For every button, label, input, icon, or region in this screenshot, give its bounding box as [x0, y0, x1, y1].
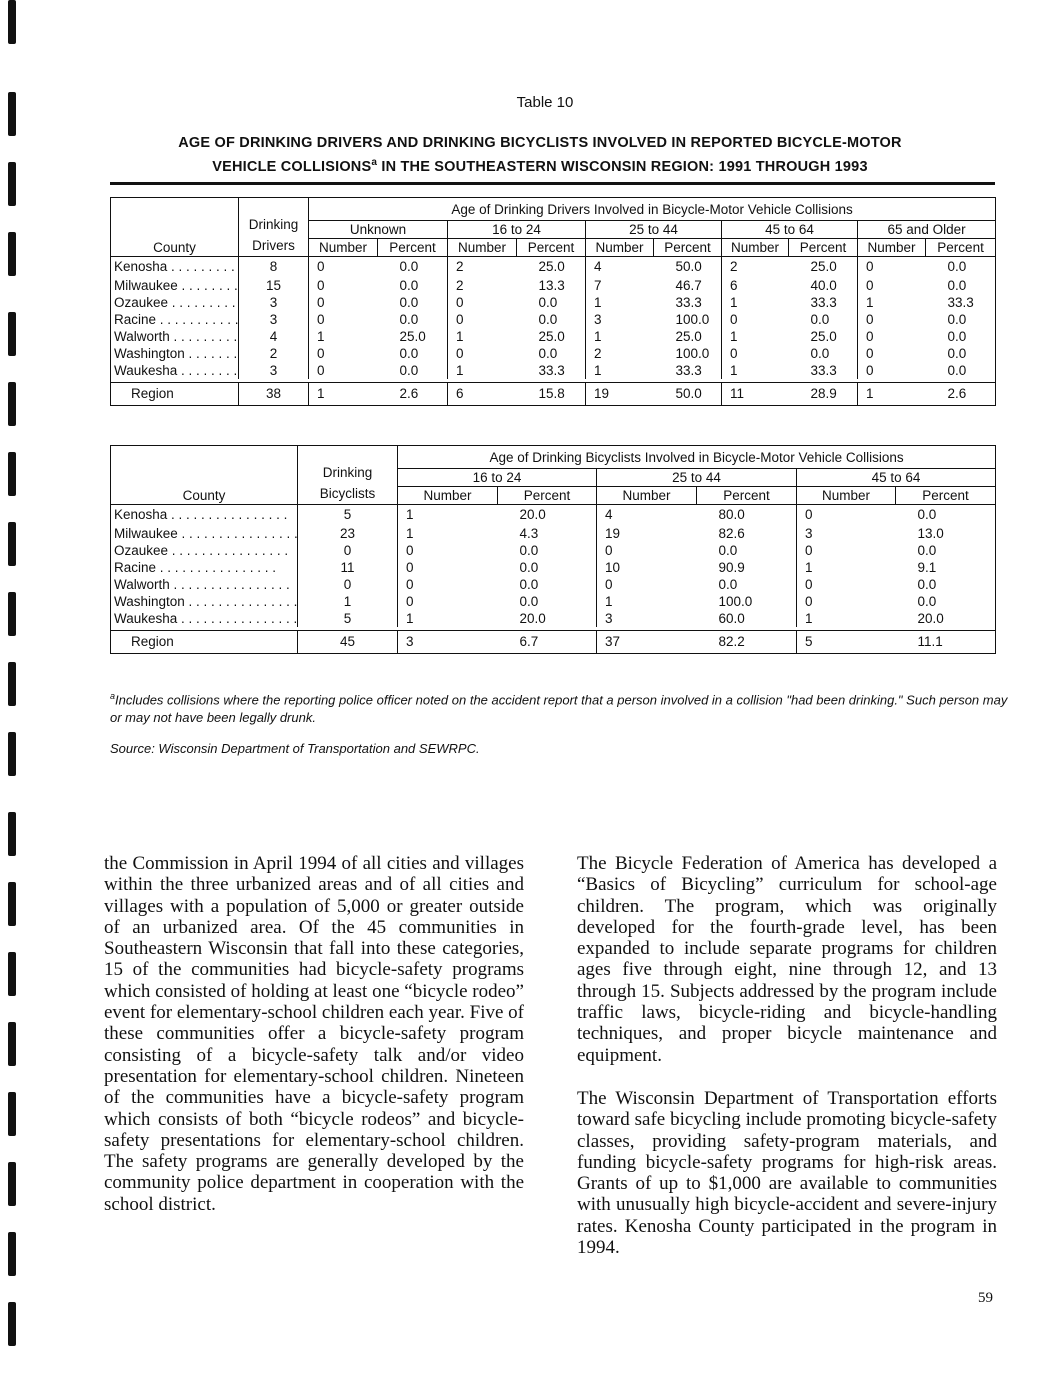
number-cell: 2 — [448, 277, 517, 294]
binding-hole — [8, 382, 16, 426]
age-group-header: 16 to 24 — [448, 221, 586, 239]
county-name: Washington . . . — [114, 346, 239, 361]
left-column — [104, 853, 524, 1237]
region-number-cell: 37 — [597, 630, 697, 653]
footnote — [110, 687, 1010, 727]
number-cell: 1 — [398, 610, 498, 627]
percent-cell: 0.0 — [399, 345, 419, 361]
county-name: Kenosha . . . — [114, 259, 239, 274]
number-cell: 1 — [398, 505, 498, 525]
percent-cell: 33.3 — [538, 362, 565, 378]
total-cell: 5 — [298, 610, 398, 627]
number-cell: 0 — [797, 593, 896, 610]
binding-hole — [8, 952, 16, 996]
percent-cell: 25.0 — [538, 328, 565, 344]
total-cell: 3 — [239, 294, 309, 311]
number-cell: 0 — [858, 345, 926, 362]
county-cell — [111, 576, 298, 593]
county-cell — [111, 345, 239, 362]
number-cell: 1 — [398, 525, 498, 542]
number-header: Number — [858, 239, 926, 257]
title-line-2 — [140, 153, 940, 177]
percent-cell: 25.0 — [538, 259, 565, 275]
county-name: Ozaukee . . . — [114, 543, 288, 558]
right-paragraph-2: The Wisconsin Department of Transportation efforts toward safe bicycling include promoting bicycle-safety classes, providing safety-program materials, and funding bicycle-safety programs for high-risk areas. Grants of up to $1,000 are available to communities with unusually high bicycle-accident and severe-injury rates. Kenosha County participated in the program in 1994. — [577, 1087, 997, 1259]
binding-hole — [8, 452, 16, 496]
county-name: Racine . . . — [114, 560, 276, 575]
percent-header: Percent — [654, 239, 722, 257]
binding-hole — [8, 232, 16, 276]
county-cell — [111, 311, 239, 328]
region-row — [111, 382, 996, 405]
table-row — [111, 345, 996, 362]
table-row — [111, 294, 996, 311]
age-group-header: 25 to 44 — [586, 221, 722, 239]
county-cell — [111, 257, 239, 277]
total-cell: 11 — [298, 559, 398, 576]
age-group-header: Unknown — [309, 221, 448, 239]
binding-hole — [8, 592, 16, 636]
number-cell: 1 — [448, 362, 517, 379]
number-cell: 2 — [448, 257, 517, 277]
number-header: Number — [448, 239, 517, 257]
county-name: Ozaukee . . . — [114, 295, 239, 310]
percent-cell: 4.3 — [519, 525, 539, 541]
region-number-cell: 19 — [586, 382, 654, 405]
table-row — [111, 593, 996, 610]
number-cell: 1 — [797, 610, 896, 627]
percent-cell: 100.0 — [718, 593, 753, 609]
number-header: Number — [309, 239, 378, 257]
percent-cell: 33.3 — [810, 294, 837, 310]
percent-cell: 0.0 — [538, 294, 558, 310]
percent-cell: 0.0 — [399, 259, 419, 275]
percent-cell: 0.0 — [399, 277, 419, 293]
county-name: Walworth . . . — [114, 577, 290, 592]
percent-cell: 0.0 — [947, 259, 967, 275]
county-header: County — [111, 198, 239, 257]
region-percent-cell: 6.7 — [498, 630, 597, 653]
region-percent-cell: 82.2 — [697, 630, 797, 653]
number-cell: 0 — [722, 345, 789, 362]
table-row — [111, 328, 996, 345]
percent-cell: 33.3 — [810, 362, 837, 378]
county-name: Milwaukee . . . — [114, 278, 239, 293]
title-rule — [110, 182, 995, 185]
percent-cell: 25.0 — [810, 328, 837, 344]
drivers-age-group-header: Age of Drinking Drivers Involved in Bicycle-Motor Vehicle Collisions — [309, 198, 996, 221]
table-row — [111, 362, 996, 379]
table-label: Table 10 — [516, 94, 574, 111]
county-name: Walworth . . . — [114, 329, 239, 344]
percent-cell: 40.0 — [810, 277, 837, 293]
county-cell — [111, 505, 298, 525]
binding-hole — [8, 882, 16, 926]
percent-header: Percent — [498, 487, 597, 505]
title-line-1: AGE OF DRINKING DRIVERS AND DRINKING BICYCLISTS INVOLVED IN REPORTED BICYCLE-MOTOR — [178, 135, 902, 151]
number-header: Number — [722, 239, 789, 257]
number-cell: 0 — [398, 559, 498, 576]
bicyclists-age-group-header: Age of Drinking Bicyclists Involved in Bicycle-Motor Vehicle Collisions — [398, 446, 996, 469]
county-cell — [111, 362, 239, 379]
number-header: Number — [797, 487, 896, 505]
county-cell — [111, 593, 298, 610]
percent-cell: 0.0 — [947, 362, 967, 378]
county-cell — [111, 328, 239, 345]
age-group-header: 45 to 64 — [797, 469, 996, 487]
percent-cell: 100.0 — [675, 345, 710, 361]
region-total: 38 — [239, 382, 309, 405]
percent-cell: 80.0 — [718, 507, 745, 523]
percent-cell: 0.0 — [947, 277, 967, 293]
county-cell — [111, 277, 239, 294]
number-cell: 4 — [597, 505, 697, 525]
table-row — [111, 542, 996, 559]
percent-cell: 0.0 — [917, 507, 937, 523]
percent-cell: 0.0 — [947, 311, 967, 327]
number-cell: 6 — [722, 277, 789, 294]
region-number-cell: 11 — [722, 382, 789, 405]
binding-hole — [8, 162, 16, 206]
total-cell: 5 — [298, 505, 398, 525]
number-cell: 0 — [398, 593, 498, 610]
county-name: Waukesha . . . — [114, 363, 239, 378]
percent-cell: 33.3 — [675, 362, 702, 378]
percent-cell: 0.0 — [947, 345, 967, 361]
number-cell: 1 — [597, 593, 697, 610]
number-cell: 0 — [858, 328, 926, 345]
region-row — [111, 630, 996, 653]
region-percent-cell: 15.8 — [517, 382, 586, 405]
title-line-2-end: IN THE SOUTHEASTERN WISCONSIN REGION: 1991 THROUGH 1993 — [377, 158, 868, 175]
number-cell: 2 — [586, 345, 654, 362]
region-percent-cell: 2.6 — [378, 382, 448, 405]
percent-cell: 0.0 — [519, 576, 539, 592]
region-percent-cell: 28.9 — [789, 382, 858, 405]
region-number-cell: 5 — [797, 630, 896, 653]
right-column — [577, 853, 997, 1280]
region-number-cell: 1 — [309, 382, 378, 405]
region-total: 45 — [298, 630, 398, 653]
number-cell: 7 — [586, 277, 654, 294]
total-cell: 15 — [239, 277, 309, 294]
binding-hole — [8, 1302, 16, 1346]
percent-cell: 0.0 — [947, 328, 967, 344]
number-cell: 1 — [722, 362, 789, 379]
number-cell: 0 — [398, 542, 498, 559]
total-cell: 1 — [298, 593, 398, 610]
page-number: 59 — [978, 1290, 993, 1306]
number-cell: 0 — [858, 257, 926, 277]
total-cell: 0 — [298, 576, 398, 593]
table-title — [140, 134, 940, 177]
county-cell — [111, 542, 298, 559]
percent-cell: 0.0 — [399, 311, 419, 327]
number-cell: 3 — [597, 610, 697, 627]
drinking-drivers-header-line-2: Drivers — [252, 238, 295, 253]
right-paragraph-1: The Bicycle Federation of America has developed a “Basics of Bicycling” curriculum for school-age children. The program, which was originally developed for the fourth-grade level, has been expanded to include separate programs for children ages five through eight, nine through 12, and 13 through 15. Subjects addressed by the program include traffic laws, bicycle-riding and bicycle-handling techniques, and proper bicycle maintenance and equipment. — [577, 853, 997, 1066]
number-cell: 19 — [597, 525, 697, 542]
county-name: Racine . . . — [114, 312, 239, 327]
number-cell: 1 — [309, 328, 378, 345]
number-cell: 1 — [722, 294, 789, 311]
table-row — [111, 610, 996, 627]
drinking-drivers-header-line-1: Drinking — [248, 217, 299, 232]
number-cell: 2 — [722, 257, 789, 277]
number-cell: 0 — [309, 362, 378, 379]
age-group-header: 25 to 44 — [597, 469, 797, 487]
number-cell: 1 — [722, 328, 789, 345]
percent-cell: 13.3 — [538, 277, 565, 293]
number-cell: 1 — [858, 294, 926, 311]
percent-cell: 60.0 — [718, 610, 745, 626]
percent-cell: 25.0 — [810, 259, 837, 275]
drinking-bicyclists-header — [298, 446, 398, 505]
percent-cell: 20.0 — [917, 610, 944, 626]
percent-cell: 0.0 — [917, 576, 937, 592]
title-footnote-marker: a — [371, 157, 378, 168]
region-percent-cell: 11.1 — [896, 630, 996, 653]
number-cell: 1 — [797, 559, 896, 576]
percent-cell: 13.0 — [917, 525, 944, 541]
left-paragraph: the Commission in April 1994 of all cities and villages within the three urbanized areas and of all cities and villages with a population of 5,000 or greater outside of an urbanized area. Of the 45 communities in Southeastern Wisconsin that fall into these categories, 15 of the communities had bicycle-safety programs which consisted of holding at least one “bicycle rodeo” event for elementary-school children each year. Five of these communities offer a bicycle-safety program consisting of a bicycle-safety talk and/or video presentation for elementary-school children. Nineteen of the communities have a bicycle-safety program which consists of both “bicycle rodeos” and bicycle-safety presentations for elementary-school children. The safety programs are generally developed by the community police department in cooperation with the school district. — [104, 853, 524, 1215]
number-cell: 0 — [309, 277, 378, 294]
binding-hole — [8, 732, 16, 776]
percent-cell: 90.9 — [718, 559, 745, 575]
table-row — [111, 525, 996, 542]
number-cell: 0 — [858, 362, 926, 379]
region-label: Region — [111, 382, 239, 405]
age-group-header: 45 to 64 — [722, 221, 858, 239]
percent-header: Percent — [896, 487, 996, 505]
total-cell: 0 — [298, 542, 398, 559]
percent-header: Percent — [378, 239, 448, 257]
percent-header: Percent — [926, 239, 996, 257]
county-name: Kenosha . . . — [114, 507, 287, 522]
percent-cell: 0.0 — [538, 311, 558, 327]
percent-cell: 0.0 — [519, 542, 539, 558]
drinking-drivers-header — [239, 198, 309, 257]
number-cell: 0 — [858, 277, 926, 294]
percent-cell: 46.7 — [675, 277, 702, 293]
county-cell — [111, 610, 298, 627]
percent-cell: 100.0 — [675, 311, 710, 327]
percent-cell: 0.0 — [810, 311, 830, 327]
footnote-text: Includes collisions where the reporting police officer noted on the accident report that a person involved in a collision "had been drinking." Such person may or may not have been legally drunk. — [110, 692, 1008, 726]
county-cell — [111, 294, 239, 311]
drinking-bicyclists-table — [110, 445, 996, 654]
table-row — [111, 505, 996, 525]
total-cell: 23 — [298, 525, 398, 542]
county-name: Milwaukee . . . — [114, 526, 298, 541]
number-cell: 1 — [586, 328, 654, 345]
number-cell: 0 — [797, 542, 896, 559]
number-cell: 1 — [586, 362, 654, 379]
binding-hole — [8, 1092, 16, 1136]
number-header: Number — [597, 487, 697, 505]
region-number-cell: 6 — [448, 382, 517, 405]
number-cell: 0 — [597, 542, 697, 559]
table-row — [111, 576, 996, 593]
county-cell — [111, 525, 298, 542]
binding-hole — [8, 0, 16, 44]
percent-cell: 33.3 — [947, 294, 974, 310]
number-cell: 3 — [586, 311, 654, 328]
region-percent-cell: 2.6 — [926, 382, 996, 405]
county-cell — [111, 559, 298, 576]
region-percent-cell: 50.0 — [654, 382, 722, 405]
binding-hole — [8, 522, 16, 566]
table-row — [111, 311, 996, 328]
table-row — [111, 559, 996, 576]
percent-cell: 9.1 — [917, 559, 937, 575]
percent-cell: 50.0 — [675, 259, 702, 275]
table-row — [111, 257, 996, 277]
binding-holes — [0, 0, 22, 1380]
percent-cell: 20.0 — [519, 610, 546, 626]
table-row — [111, 277, 996, 294]
binding-hole — [8, 812, 16, 856]
percent-header: Percent — [789, 239, 858, 257]
number-cell: 0 — [448, 345, 517, 362]
drinking-bicyclists-header-line-1: Drinking — [322, 465, 373, 480]
total-cell: 2 — [239, 345, 309, 362]
county-header: County — [111, 446, 298, 505]
age-group-header: 65 and Older — [858, 221, 996, 239]
number-cell: 10 — [597, 559, 697, 576]
number-cell: 3 — [797, 525, 896, 542]
number-cell: 0 — [309, 345, 378, 362]
binding-hole — [8, 1162, 16, 1206]
percent-cell: 0.0 — [718, 576, 738, 592]
title-line-2-start: VEHICLE COLLISIONS — [212, 158, 372, 175]
number-cell: 0 — [448, 294, 517, 311]
percent-cell: 0.0 — [917, 542, 937, 558]
number-header: Number — [398, 487, 498, 505]
number-cell: 0 — [858, 311, 926, 328]
percent-cell: 0.0 — [917, 593, 937, 609]
number-cell: 4 — [586, 257, 654, 277]
number-cell: 0 — [398, 576, 498, 593]
number-header: Number — [586, 239, 654, 257]
percent-cell: 20.0 — [519, 507, 546, 523]
source-note: Source: Wisconsin Department of Transportation and SEWRPC. — [110, 741, 480, 756]
number-cell: 0 — [797, 505, 896, 525]
percent-cell: 0.0 — [399, 362, 419, 378]
number-cell: 1 — [448, 328, 517, 345]
percent-header: Percent — [517, 239, 586, 257]
percent-cell: 0.0 — [538, 345, 558, 361]
percent-cell: 82.6 — [718, 525, 745, 541]
county-name: Washington . . . — [114, 594, 298, 609]
percent-cell: 0.0 — [399, 294, 419, 310]
percent-cell: 0.0 — [519, 593, 539, 609]
percent-cell: 0.0 — [718, 542, 738, 558]
binding-hole — [8, 1022, 16, 1066]
age-group-header: 16 to 24 — [398, 469, 597, 487]
binding-hole — [8, 1232, 16, 1276]
drinking-bicyclists-header-line-2: Bicyclists — [319, 486, 376, 501]
drinking-drivers-table — [110, 197, 996, 406]
percent-cell: 0.0 — [810, 345, 830, 361]
percent-cell: 0.0 — [519, 559, 539, 575]
number-cell: 0 — [597, 576, 697, 593]
region-label: Region — [111, 630, 298, 653]
percent-cell: 25.0 — [399, 328, 426, 344]
total-cell: 8 — [239, 257, 309, 277]
percent-cell: 25.0 — [675, 328, 702, 344]
number-cell: 0 — [448, 311, 517, 328]
number-cell: 0 — [309, 311, 378, 328]
binding-hole — [8, 662, 16, 706]
number-cell: 1 — [586, 294, 654, 311]
number-cell: 0 — [309, 257, 378, 277]
number-cell: 0 — [309, 294, 378, 311]
percent-cell: 33.3 — [675, 294, 702, 310]
footnote-marker: a — [110, 691, 116, 701]
binding-hole — [8, 312, 16, 356]
total-cell: 3 — [239, 311, 309, 328]
total-cell: 3 — [239, 362, 309, 379]
region-number-cell: 3 — [398, 630, 498, 653]
county-name: Waukesha . . . — [114, 611, 297, 626]
number-cell: 0 — [797, 576, 896, 593]
number-cell: 0 — [722, 311, 789, 328]
total-cell: 4 — [239, 328, 309, 345]
percent-header: Percent — [697, 487, 797, 505]
region-number-cell: 1 — [858, 382, 926, 405]
